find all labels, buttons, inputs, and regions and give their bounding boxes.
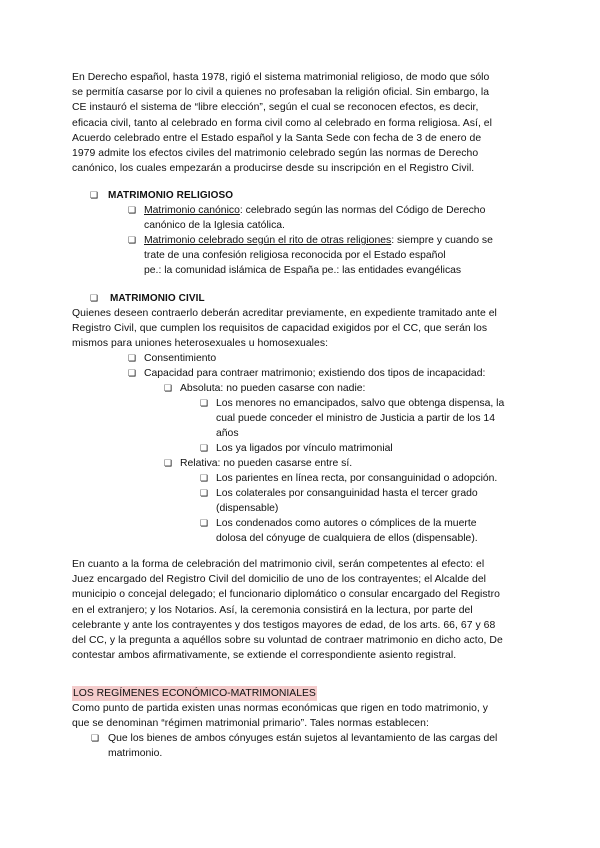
text-line: años (216, 428, 239, 440)
text-line: En cuanto a la forma de celebración del matrimonio civil, serán competentes al efecto: el (72, 559, 485, 570)
text-line: celebrante y ante los contrayentes y dos testigos mayores de edad, de los arts. 66, 67 y 68 (72, 619, 496, 631)
text-line: Quienes deseen contraerlo deberán acreditar previamente, en expediente tramitado ante el (72, 308, 497, 319)
checkbox-bullet-icon: ❏ (200, 443, 209, 453)
text-line: Juez encargado del Registro Civil del domicilio de uno de los contrayentes; el Alcalde del (72, 574, 487, 586)
text-line: cual puede conceder el ministro de Justicia a partir de los 14 (216, 413, 495, 425)
text-line: municipio o concejal delegado; el funcionario diplomático o consular encargado del Registro (72, 589, 500, 601)
text-line: Registro Civil, que cumplen los requisitos de capacidad exigidos por el CC, que serán los (72, 323, 488, 335)
list-item-menores (216, 396, 536, 442)
text-line: dolosa del cónyuge de cualquiera de ellos (dispensable). (216, 533, 478, 545)
text-line: En Derecho español, hasta 1978, rigió el sistema matrimonial religioso, de modo que sólo (72, 72, 490, 83)
term-underlined: Matrimonio celebrado según el rito de otras religiones (144, 235, 392, 246)
checkbox-bullet-icon: ❏ (91, 733, 100, 743)
list-item-parientes: Los parientes en línea recta, por consanguinidad o adopción. (216, 473, 498, 484)
text-line (144, 233, 534, 248)
regimenes-intro-paragraph (72, 701, 528, 731)
list-item-capacidad: Capacidad para contraer matrimonio; existiendo dos tipos de incapacidad: (144, 368, 486, 379)
checkbox-bullet-icon: ❏ (200, 488, 209, 498)
text-line: Los colaterales por consanguinidad hasta el tercer grado (216, 488, 478, 499)
text-line: canónico, los cuales empezarán a producirse desde su inscripción en el Registro Civil. (72, 163, 475, 175)
text-line: que se denominan “régimen matrimonial primario”. Tales normas establecen: (72, 718, 429, 730)
text-line (144, 203, 534, 218)
text-line: Los condenados como autores o cómplices de la muerte (216, 518, 477, 529)
checkbox-bullet-icon: ❏ (128, 235, 137, 245)
text-line: eficacia civil, tanto al celebrado en forma civil como al celebrado en forma religiosa. Así, el (72, 117, 492, 129)
checkbox-bullet-icon: ❏ (90, 190, 99, 200)
forma-paragraph (72, 557, 528, 663)
text-line: (dispensable) (216, 503, 279, 515)
text-line: Como punto de partida existen unas normas económicas que rigen en todo matrimonio, y (72, 703, 489, 714)
section-heading-religioso: MATRIMONIO RELIGIOSO (108, 190, 234, 201)
checkbox-bullet-icon: ❏ (164, 383, 173, 393)
text-line: Los menores no emancipados, salvo que obtenga dispensa, la (216, 398, 505, 409)
checkbox-bullet-icon: ❏ (164, 458, 173, 468)
text-line: 1979 admite los efectos civiles del matrimonio celebrado según las normas de Derecho (72, 148, 479, 160)
text-line: canónico de la Iglesia católica. (144, 220, 285, 232)
list-item-otras-religiones (144, 233, 534, 279)
checkbox-bullet-icon: ❏ (128, 353, 137, 363)
civil-intro-paragraph (72, 306, 528, 352)
text-line: Que los bienes de ambos cónyuges están sujetos al levantamiento de las cargas del (108, 733, 498, 744)
list-item-relativa: Relativa: no pueden casarse entre sí. (180, 458, 353, 469)
list-item-condenados (216, 516, 536, 546)
list-item-colaterales (216, 486, 536, 516)
text-line: se permitía casarse por lo civil a quienes no profesaban la religión oficial. Sin embargo, la (72, 87, 490, 99)
text-line: contestar ambos afirmativamente, se extiende el correspondiente asiento registral. (72, 650, 457, 662)
list-item-ligados: Los ya ligados por vínculo matrimonial (216, 443, 393, 454)
section-heading-regimenes: LOS REGÍMENES ECONÓMICO-MATRIMONIALES (72, 686, 317, 701)
list-item-bienes (108, 731, 528, 761)
term-underlined: Matrimonio canónico (144, 205, 240, 216)
text-line: mismos para uniones heterosexuales u homosexuales: (72, 338, 329, 350)
checkbox-bullet-icon: ❏ (90, 293, 99, 303)
text-line: matrimonio. (108, 748, 163, 760)
text-line: CE instauró el sistema de “libre elección”, según el cual se reconocen efectos, es decir, (72, 102, 479, 114)
checkbox-bullet-icon: ❏ (200, 518, 209, 528)
text-line: pe.: la comunidad islámica de España pe.: las entidades evangélicas (144, 265, 462, 277)
list-item-consentimiento: Consentimiento (144, 353, 217, 364)
text-line: en el extranjero; y los Notarios. Así, la ceremonia consistirá en la lectura, por parte del (72, 604, 473, 616)
checkbox-bullet-icon: ❏ (128, 205, 137, 215)
checkbox-bullet-icon: ❏ (128, 368, 137, 378)
checkbox-bullet-icon: ❏ (200, 473, 209, 483)
text-line: Acuerdo celebrado entre el Estado español y la Santa Sede con fecha de 3 de enero de (72, 132, 482, 144)
term-definition: : siempre y cuando se (391, 235, 493, 246)
list-item-canonico (144, 203, 534, 233)
section-heading-civil: MATRIMONIO CIVIL (110, 293, 205, 304)
intro-paragraph (72, 70, 528, 176)
term-definition: : celebrado según las normas del Código de Derecho (239, 205, 486, 216)
text-line: del CC, y la pregunta a aquéllos sobre su voluntad de contraer matrimonio en dicho acto, De (72, 635, 503, 647)
text-line: trate de una confesión religiosa reconocida por el Estado español (144, 250, 446, 262)
checkbox-bullet-icon: ❏ (200, 398, 209, 408)
list-item-absoluta: Absoluta: no pueden casarse con nadie: (180, 383, 366, 394)
